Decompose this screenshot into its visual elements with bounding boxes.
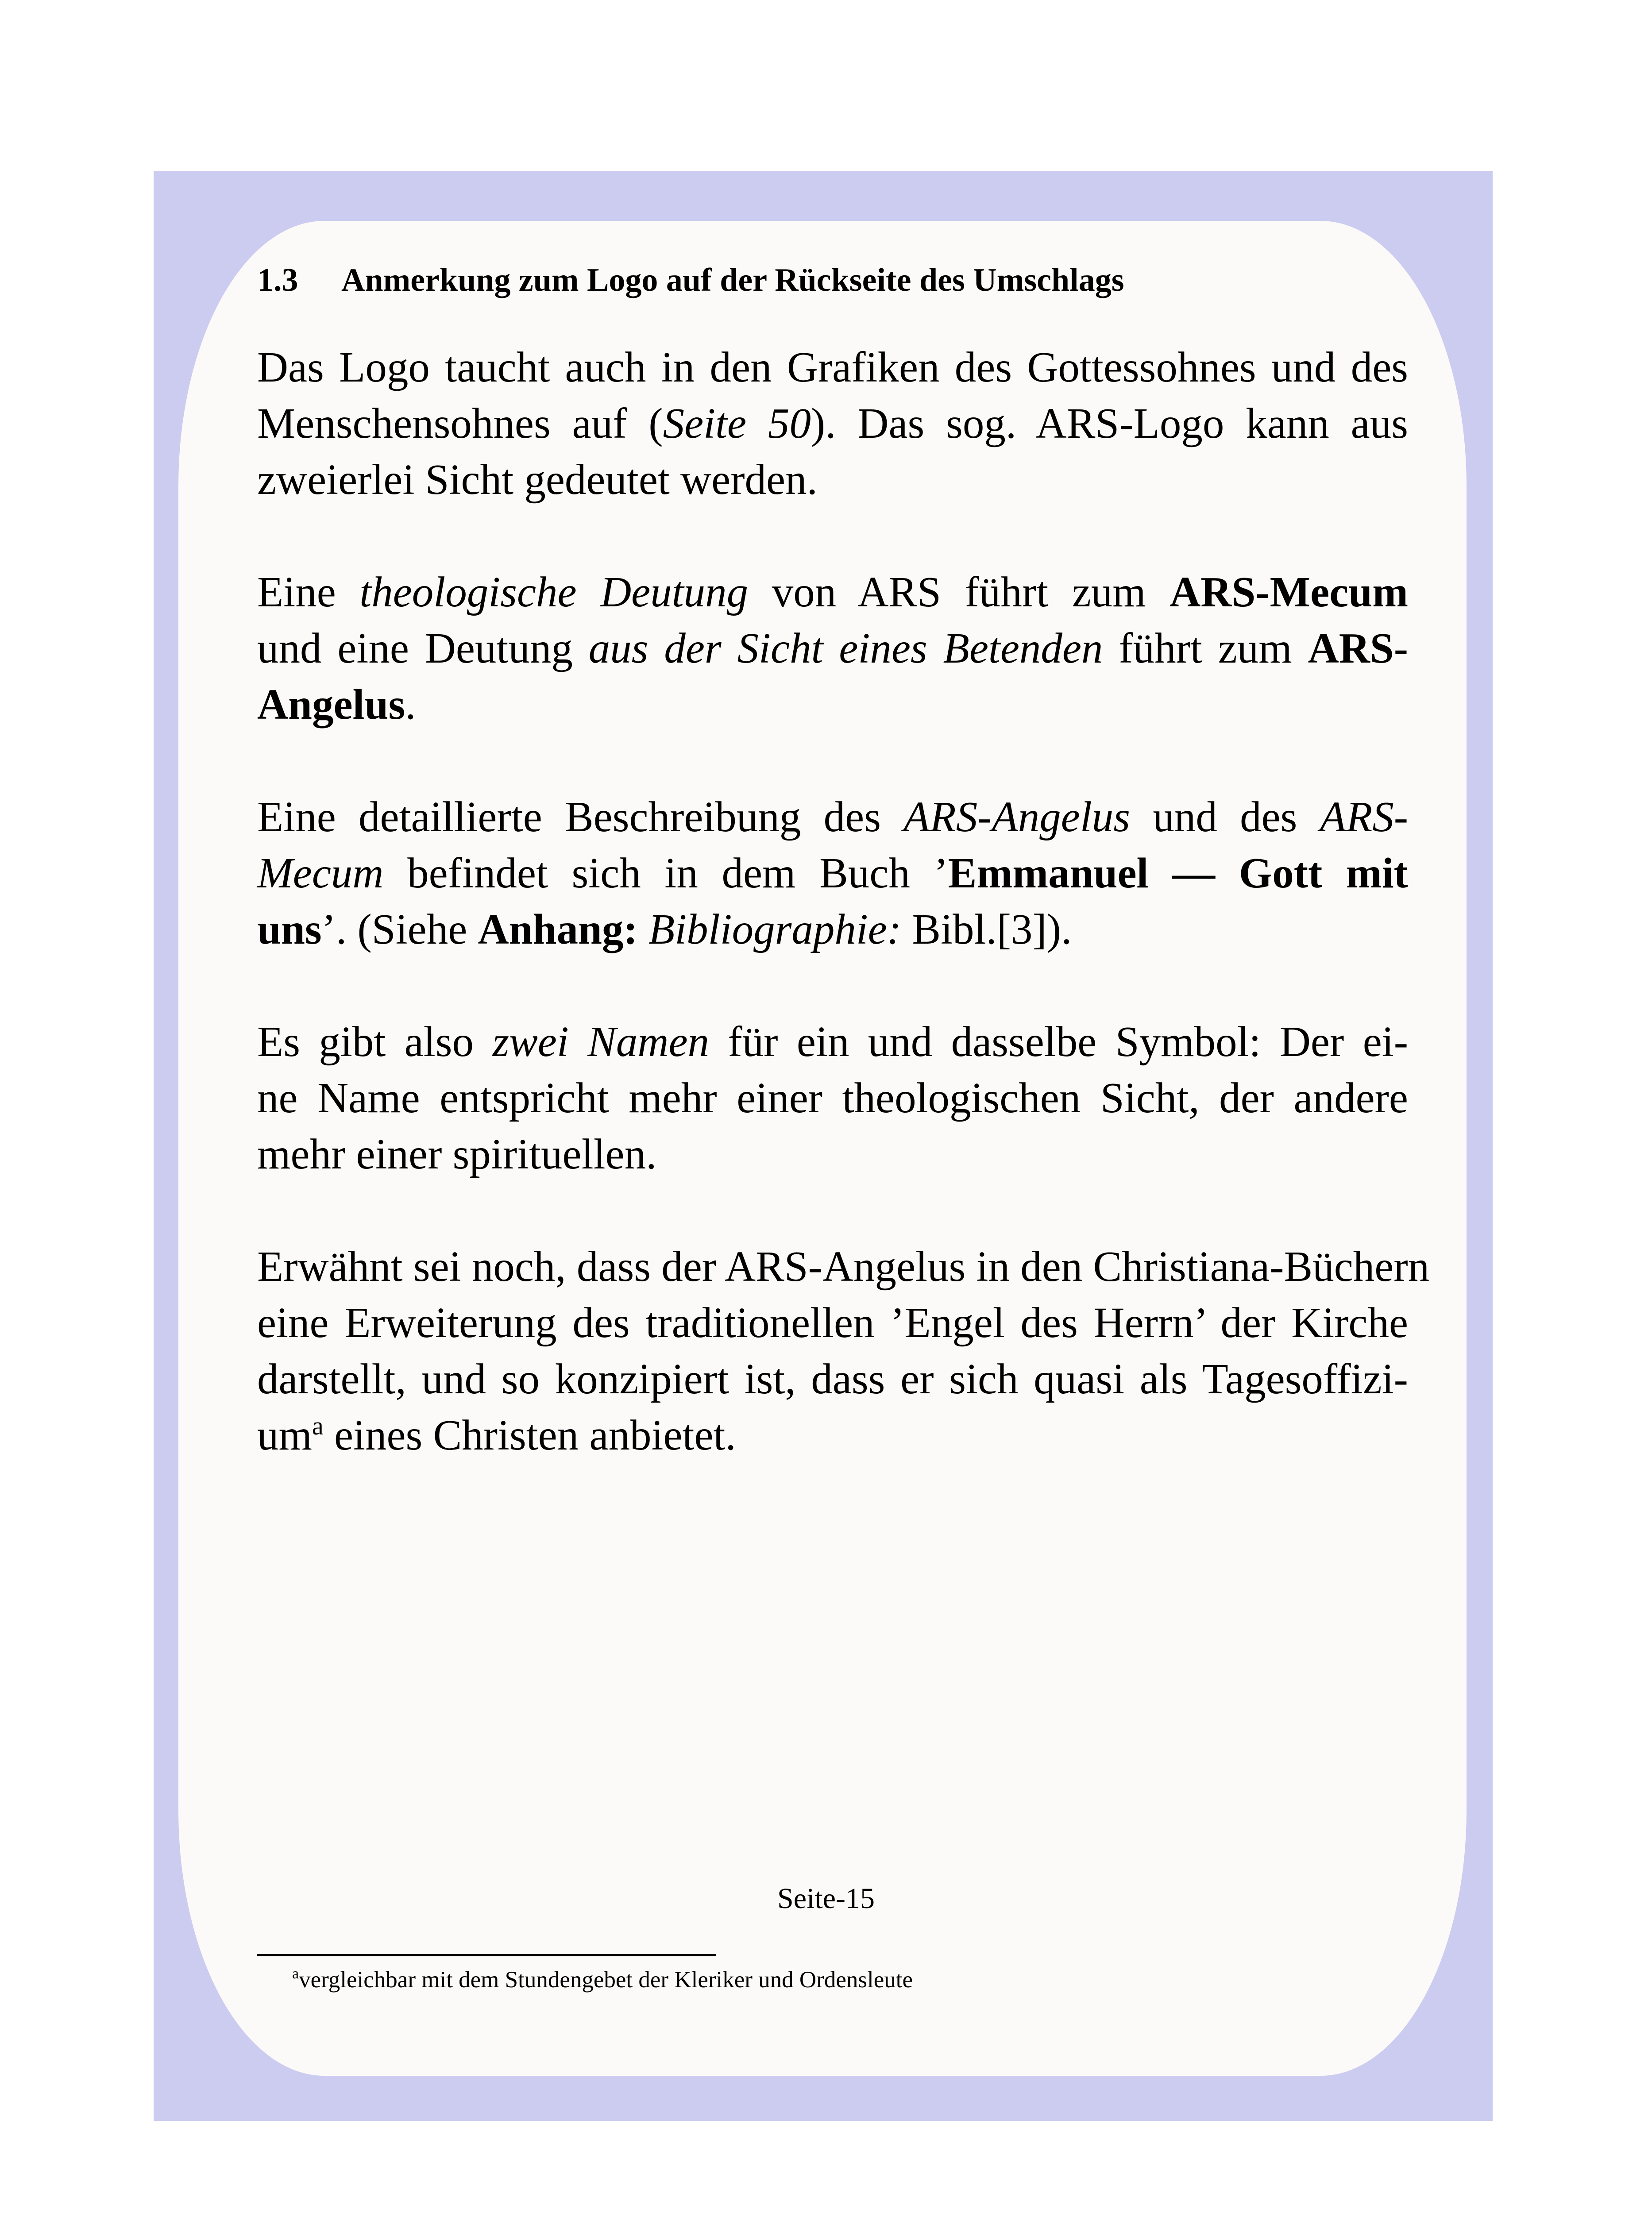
text-line	[257, 676, 1408, 733]
section-number: 1.3	[257, 262, 298, 298]
text-line	[257, 1238, 1430, 1295]
text-line	[257, 901, 1408, 957]
text-run: ARS-Angelus	[903, 793, 1131, 840]
text-run: Eine	[257, 568, 360, 616]
text-run: Menschensohnes auf (	[257, 400, 663, 447]
text-run: .	[405, 681, 416, 728]
page-number: Seite-15	[777, 1882, 875, 1915]
footnote	[292, 1965, 913, 1997]
paragraph-gap	[257, 957, 1408, 1014]
text-line	[257, 789, 1408, 845]
body-text	[257, 339, 1430, 1463]
section-heading	[257, 260, 1124, 300]
text-run: Mecum	[257, 849, 384, 897]
text-run: uns	[257, 906, 322, 953]
text-run: Das Logo taucht auch in den Grafiken des Gottessohnes und des	[257, 343, 1408, 391]
text-line	[257, 1070, 1408, 1126]
text-line	[257, 845, 1408, 901]
text-line	[257, 564, 1408, 620]
text-run: aus der Sicht eines Betenden	[588, 625, 1103, 672]
text-line	[257, 395, 1408, 451]
text-run: darstellt, und so konzipiert ist, dass er sich quasi als Tagesoffizi-	[257, 1355, 1408, 1403]
text-line	[257, 339, 1408, 395]
paragraph	[257, 564, 1408, 733]
text-run: führt zum	[1103, 625, 1308, 672]
text-run: und eine Deutung	[257, 625, 589, 672]
text-line	[257, 620, 1408, 676]
text-run: und des	[1130, 793, 1320, 840]
footnote-text: vergleichbar mit dem Stundengebet der Kleriker und Ordensleute	[299, 1967, 913, 1993]
text-run: für ein und dasselbe Symbol: Der ei-	[709, 1018, 1408, 1065]
paragraph-gap	[257, 733, 1408, 789]
paragraph-gap	[257, 1182, 1408, 1238]
text-run: theologische Deutung	[359, 568, 749, 616]
text-run: um	[257, 1411, 312, 1459]
text-run: mehr einer spirituellen.	[257, 1130, 657, 1178]
text-run: zweierlei Sicht gedeutet werden.	[257, 456, 818, 503]
text-line	[257, 1407, 1408, 1463]
text-run: Anhang:	[478, 906, 638, 953]
text-line	[257, 1351, 1408, 1407]
text-line	[257, 1295, 1408, 1351]
paragraph	[257, 789, 1408, 957]
text-run: ’. (Siehe	[321, 906, 478, 953]
text-run: Es gibt also	[257, 1018, 493, 1065]
text-run: ). Das sog. ARS-Logo kann aus	[811, 400, 1408, 447]
text-line	[257, 451, 1408, 508]
footnote-reference: a	[312, 1411, 324, 1440]
text-run: ARS-	[1308, 625, 1408, 672]
text-run	[638, 906, 648, 953]
text-run: Angelus	[257, 681, 405, 728]
section-title: Anmerkung zum Logo auf der Rückseite des Umschlags	[341, 262, 1124, 298]
text-run: von ARS führt zum	[748, 568, 1170, 616]
text-run: Bibl.[3]).	[901, 906, 1072, 953]
text-line	[257, 1014, 1408, 1070]
text-run: eines Christen anbietet.	[323, 1411, 736, 1459]
text-run: Eine detaillierte Beschreibung des	[257, 793, 904, 840]
text-run: Bibliographie:	[648, 906, 902, 953]
paragraph	[257, 1238, 1430, 1463]
text-run: zwei Namen	[492, 1018, 709, 1065]
paragraph	[257, 339, 1408, 508]
text-run: befindet sich in dem Buch ’	[383, 849, 948, 897]
text-run: Erwähnt sei noch, dass der ARS-Angelus in den Christiana-Büchern	[257, 1243, 1430, 1290]
paragraph-gap	[257, 508, 1408, 564]
text-run: ne Name entspricht mehr einer theologischen Sicht, der andere	[257, 1074, 1408, 1122]
footnote-marker: a	[292, 1966, 299, 1982]
text-line	[257, 1126, 1408, 1182]
text-run: Seite 50	[663, 400, 811, 447]
text-run: eine Erweiterung des traditionellen ’Engel des Herrn’ der Kirche	[257, 1299, 1408, 1346]
paragraph	[257, 1014, 1408, 1182]
text-run: Emmanuel — Gott mit	[948, 849, 1408, 897]
text-run: ARS-Mecum	[1170, 568, 1408, 616]
footnote-rule	[257, 1954, 716, 1956]
text-run: ARS-	[1320, 793, 1408, 840]
